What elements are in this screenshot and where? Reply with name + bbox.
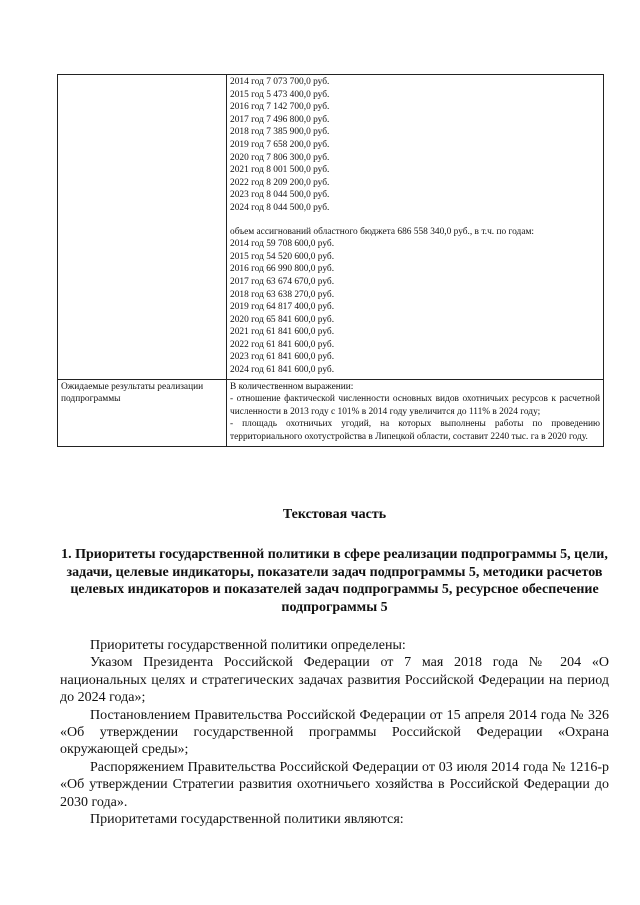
text-part-title: Текстовая часть — [282, 507, 387, 522]
amount-line: 2019 год 64 817 400,0 руб. — [230, 302, 335, 313]
amount-line: 2015 год 54 520 600,0 руб. — [230, 251, 335, 262]
text-part — [60, 506, 609, 829]
amount-line: 2020 год 7 806 300,0 руб. — [230, 152, 330, 163]
amount-line: 2018 год 63 638 270,0 руб. — [230, 289, 335, 300]
regional-amounts-list — [230, 238, 600, 377]
amount-line: 2014 год 59 708 600,0 руб. — [230, 239, 335, 250]
amount-line: 2023 год 8 044 500,0 руб. — [230, 190, 330, 201]
amount-line: 2016 год 7 142 700,0 руб. — [230, 102, 330, 113]
paragraph: Указом Президента Российской Федерации от 7 мая 2018 года № 204 «О национальных целях и стратегических задачах развития Российской Федерации на период до 2024 года»; — [60, 655, 609, 706]
amount-line: 2016 год 66 990 800,0 руб. — [230, 264, 335, 275]
amount-line: 2017 год 63 674 670,0 руб. — [230, 276, 335, 287]
paragraph: Распоряжением Правительства Российской Федерации от 03 июля 2014 года № 1216-р «Об утверждении Стратегии развития охотничьего хозяйства в Российской Федерации до 2030 года». — [60, 759, 609, 810]
paragraph: Постановлением Правительства Российской Федерации от 15 апреля 2014 года № 326 «Об утверждении государственной программы Российской Федерации «Охрана окружающей среды»; — [60, 707, 609, 758]
amount-line: 2021 год 61 841 600,0 руб. — [230, 327, 335, 338]
results-intro: В количественном выражении: — [230, 381, 354, 392]
regional-budget-heading: объем ассигнований областного бюджета 686 558 340,0 руб., в т.ч. по годам: — [230, 226, 535, 237]
paragraph: Приоритетами государственной политики являются: — [90, 812, 404, 828]
row-label-expected-results: Ожидаемые результаты реализации подпрограммы — [58, 379, 227, 446]
amount-line: 2014 год 7 073 700,0 руб. — [230, 77, 330, 87]
expected-results-cell — [227, 379, 604, 446]
amount-line: 2022 год 61 841 600,0 руб. — [230, 339, 335, 350]
amount-line: 2015 год 5 473 400,0 руб. — [230, 89, 330, 100]
amount-line: 2019 год 7 658 200,0 руб. — [230, 139, 330, 150]
amount-line: 2021 год 8 001 500,0 руб. — [230, 165, 330, 176]
result-item: - площадь охотничьих угодий, на которых выполнены работы по проведению территориального охотустройства в Липецкой области, составит 2240 тыс. га в 2020 году. — [230, 419, 600, 443]
amount-line: 2017 год 7 496 800,0 руб. — [230, 114, 330, 125]
amount-line: 2022 год 8 209 200,0 руб. — [230, 177, 330, 188]
amount-line: 2020 год 65 841 600,0 руб. — [230, 314, 335, 325]
table-row-results — [58, 379, 604, 446]
table-row-financing — [58, 75, 604, 380]
section-heading: 1. Приоритеты государственной политики в сфере реализации подпрограммы 5, цели, задачи, целевые индикаторы, показатели задач подпрограммы 5, методики расчетов целевых индикаторов и показателей задач подпрограммы 5, ресурсное обеспечение подпрограммы 5 — [61, 547, 608, 615]
row-label-financing — [58, 75, 227, 380]
paragraph: Приоритеты государственной политики определены: — [90, 638, 406, 654]
amount-line: 2024 год 8 044 500,0 руб. — [230, 202, 330, 213]
amount-line: 2023 год 61 841 600,0 руб. — [230, 352, 335, 363]
amount-line: 2018 год 7 385 900,0 руб. — [230, 127, 330, 138]
passport-table — [57, 74, 604, 447]
result-item: - отношение фактической численности основных видов охотничьих ресурсов к расчетной численности в 2013 году с 101% в 2014 году увеличится до 111% в 2024 году; — [230, 394, 600, 417]
financing-cell — [227, 75, 604, 380]
federal-amounts-list — [230, 76, 600, 215]
amount-line: 2024 год 61 841 600,0 руб. — [230, 365, 335, 376]
